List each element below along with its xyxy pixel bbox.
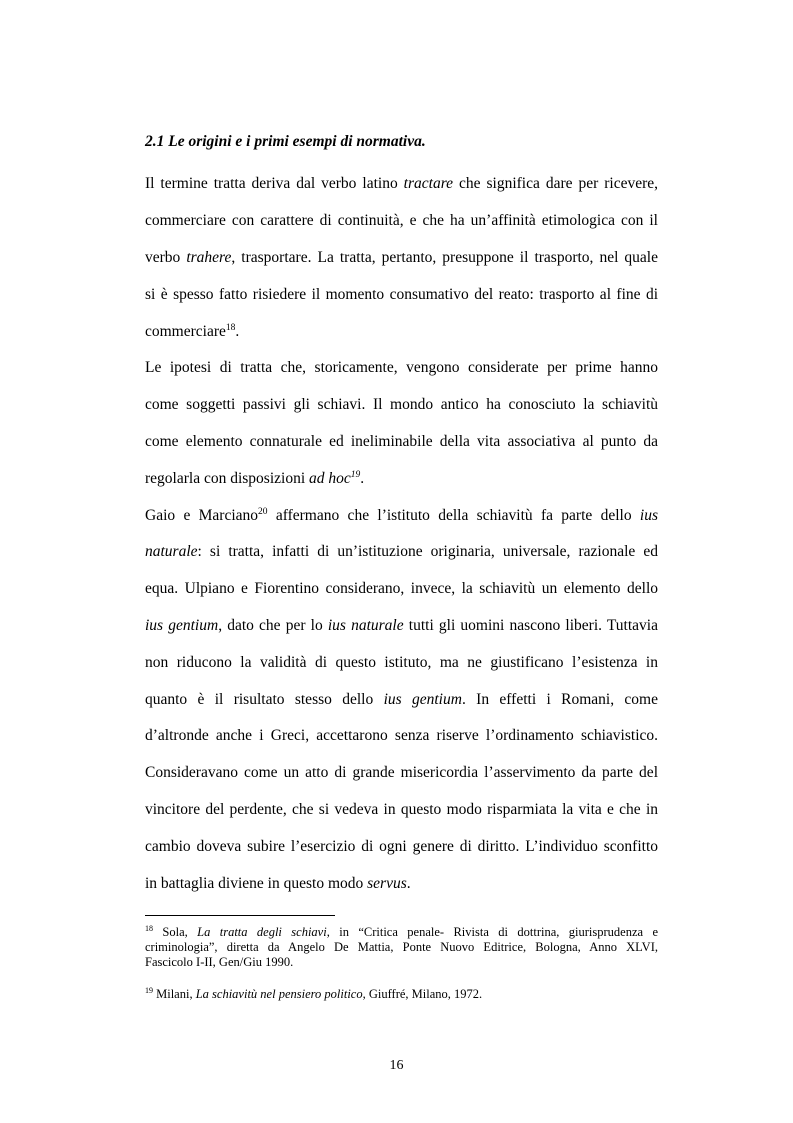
body-line: Consideravano come un atto di grande misericordia l’asservimento da parte del — [145, 764, 658, 781]
body-line: equa. Ulpiano e Fiorentino considerano, invece, la schiavitù un elemento dello — [145, 580, 658, 597]
section-heading: 2.1 Le origini e i primi esempi di normativa. — [145, 133, 426, 150]
body-line: commerciare con carattere di continuità, e che ha un’affinità etimologica con il — [145, 212, 658, 229]
footnote-line: $^{18}$ Sola, La tratta degli schiavi, in “Critica penale- Rivista di dottrina, giurisprudenza e — [145, 924, 658, 939]
body-line: si è spesso fatto risiedere il momento consumativo del reato: trasporto al fine di — [145, 286, 658, 303]
body-line: Il termine tratta deriva dal verbo latino tractare che significa dare per ricevere, — [145, 175, 658, 192]
body-line: Le ipotesi di tratta che, storicamente, vengono considerate per prime hanno — [145, 359, 658, 376]
body-line: non riducono la validità di questo istituto, ma ne giustificano l’esistenza in — [145, 654, 658, 671]
body-line: quanto è il risultato stesso dello ius gentium. In effetti i Romani, come — [145, 691, 658, 708]
body-line: Gaio e Marciano$^{20}$ affermano che l’istituto della schiavitù fa parte dello ius — [145, 507, 658, 524]
body-line: verbo trahere, trasportare. La tratta, pertanto, presuppone il trasporto, nel quale — [145, 249, 658, 266]
body-line: come elemento connaturale ed ineliminabile della vita associativa al punto da — [145, 433, 658, 450]
footnote-line: Fascicolo I-II, Gen/Giu 1990. — [145, 955, 294, 969]
body-line: cambio doveva subire l’esercizio di ogni genere di diritto. L’individuo sconfitto — [145, 838, 658, 855]
footnote-number: 19 — [145, 986, 153, 995]
footnote-ref: 18 — [225, 323, 236, 333]
body-line: come soggetti passivi gli schiavi. Il mondo antico ha conosciuto la schiavitù — [145, 396, 658, 413]
footnote-ref: 20 — [258, 507, 268, 517]
page-number: 16 — [389, 1058, 404, 1073]
footnote-line: $^{19}$ Milani, La schiavitù nel pensiero politico, Giuffré, Milano, 1972. — [145, 986, 483, 1001]
footnote-ref: 19 — [350, 470, 361, 480]
footnote-line: criminologia”, diretta da Angelo De Mattia, Ponte Nuovo Editrice, Bologna, Anno XLVI, — [145, 940, 658, 954]
body-line: commerciare$^{18}$. — [145, 323, 240, 340]
footnote-number: 18 — [145, 924, 153, 933]
body-line: ius gentium, dato che per lo ius naturale tutti gli uomini nascono liberi. Tuttavia — [145, 617, 658, 634]
body-line: regolarla con disposizioni ad hoc$^{19}$. — [145, 470, 365, 487]
body-line: vincitore del perdente, che si vedeva in questo modo risparmiata la vita e che in — [145, 801, 658, 818]
body-line: naturale: si tratta, infatti di un’istituzione originaria, universale, razionale ed — [145, 543, 658, 560]
body-line: d’altronde anche i Greci, accettarono senza riserve l’ordinamento schiavistico. — [145, 727, 658, 744]
footnote-separator — [145, 915, 335, 916]
body-line: in battaglia diviene in questo modo servus. — [145, 875, 411, 892]
